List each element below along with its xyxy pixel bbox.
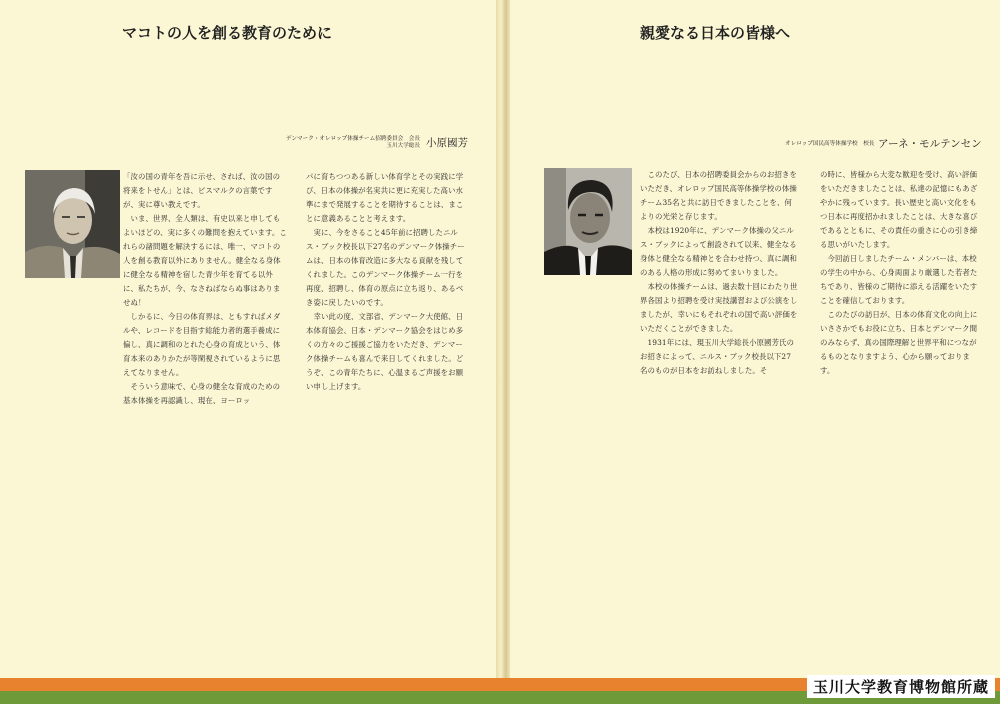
right-col1-paragraph: 1931年には、現玉川大学総長小原國芳氏のお招きによって、ニルス・ブック校長以下27名のものが日本をお訪ねしました。そ xyxy=(640,338,795,375)
right-col2-paragraph: の時に、皆様から大変な歓迎を受け、高い評価をいただきましたことは、私達の記憶にもあざやかに残っています。長い歴史と高い文化をもつ日本に再度招かれましたことは、大きな喜びであるとともに、その責任の重さに心の引き締る思いがいたします。 xyxy=(820,170,978,249)
left-col2-paragraph: 実に、今をさること45年前に招聘したニルス・ブック校長以下27名のデンマーク体操チームは、日本の体育改造に多大なる貢献を残してくれました。このデンマーク体操チーム一行を再度、招聘し、体育の原点に立ち返り、あるべき姿に戻したいのです。 xyxy=(306,228,465,307)
left-col2-paragraph: 幸い此の度、文部省、デンマーク大使館、日本体育協会、日本・デンマーク協会をはじめ多くの方々のご援援ご協力をいただき、デンマーク体操チームも喜んで来日してくれました。どうぞ、この青年たちに、心温まるご声援をお願い申し上げます。 xyxy=(306,312,464,391)
portrait-mortensen-image xyxy=(544,168,632,275)
left-col1-paragraph: しかるに、今日の体育界は、ともすればメダルや、レコードを目指す総能力者的選手養成に偏し、真に調和のとれた心身の育成という、体育本来のありかたが等閑視されているように思えてなりません。 xyxy=(123,312,281,377)
left-page-title: マコトの人を創る教育のために xyxy=(122,24,333,42)
right-signature-org: オレロップ国民高等体操学校 校長 xyxy=(785,141,875,147)
right-col1-paragraph: 本校の体操チームは、過去数十回にわたり世界各国より招聘を受け実技講習および公演をしましたが、幸いにもそれぞれの国で高い評価をいただくことができました。 xyxy=(640,282,798,333)
portrait-photo-obara xyxy=(25,170,120,278)
left-col1-paragraph: いま、世界、全人類は、有史以来と申してもよいほどの、実に多くの難問を抱えています。これらの諸問題を解決するには、唯一、マコトの人を創る教育以外にありません。健全なる身体に健全なる精神を宿した青少年を育てる以外に、私たちが、今、なさねばならぬ事はありませぬ！ xyxy=(123,214,287,307)
left-col2-paragraph: パに育ちつつある新しい体育学とその実践に学び、日本の体操が名実共に更に充実した高い水準にまで発展することを期待することは、まことに意義あることと考えます。 xyxy=(306,172,464,223)
right-signature-name: アーネ・モルテンセン xyxy=(878,138,982,150)
left-article-column-2 xyxy=(306,170,470,394)
book-gutter xyxy=(496,0,510,704)
right-col1-paragraph: このたび、日本の招聘委員会からのお招きをいただき、オレロップ国民高等体操学校の体操チーム35名と共に訪日できましたことを、何よりの光栄と存じます。 xyxy=(640,170,798,221)
portrait-photo-mortensen xyxy=(544,168,632,275)
right-col2-paragraph: このたびの訪日が、日本の体育文化の向上にいささかでもお役に立ち、日本とデンマーク間のみならず、真の国際理解と世界平和につながるものとなりますよう、心から願っております。 xyxy=(820,310,978,375)
left-col1-paragraph: そういう意味で、心身の健全な育成のための基本体操を再認識し、現在、ヨーロッ xyxy=(123,382,281,405)
left-signature-org-line2: 玉川大学総長 xyxy=(386,143,420,149)
right-page-title: 親愛なる日本の皆様へ xyxy=(640,24,791,42)
right-col1-paragraph: 本校は1920年に、デンマーク体操の父ニルス・ブックによって創設されて以来、健全なる身体と健全なる精神とを合わせ持つ、真に調和のある人格の形成に努めてまいりました。 xyxy=(640,226,798,277)
right-col2-paragraph: 今回訪日しましたチーム・メンバーは、本校の学生の中から、心身両面より厳選した若者たちであり、皆様のご期待に添える活躍をいたすことを確信しております。 xyxy=(820,254,978,305)
portrait-obara-image xyxy=(25,170,120,278)
left-signature-name: 小原國芳 xyxy=(426,137,468,149)
left-signature-org xyxy=(270,136,420,150)
left-article-column-1 xyxy=(123,170,287,408)
right-article-column-1 xyxy=(640,168,798,378)
left-col1-paragraph: 「汝の国の青年を吾に示せ、されば、汝の国の将来をトせん」とは、ビスマルクの言葉ですが、実に尊い教えです。 xyxy=(123,172,281,209)
left-signature-org-line1: デンマーク・オレロップ体操チーム招聘委員会 会長 xyxy=(285,136,420,142)
museum-collection-stamp: 玉川大学教育博物館所蔵 xyxy=(807,675,995,698)
right-article-column-2 xyxy=(820,168,978,378)
